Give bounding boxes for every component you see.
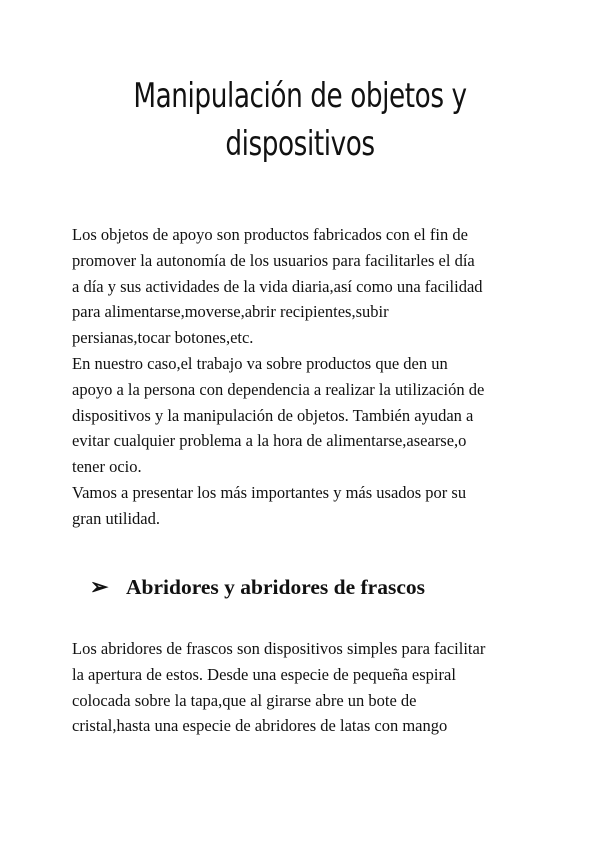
text-line: cristal,hasta una especie de abridores de latas con mango <box>72 716 448 736</box>
page-title <box>94 72 507 168</box>
page-title-line-1: Manipulación de objetos y <box>133 76 467 116</box>
text-line: persianas,tocar botones,etc. <box>72 328 254 348</box>
intro-paragraphs <box>72 222 542 532</box>
section-heading <box>90 572 560 602</box>
text-line: gran utilidad. <box>72 508 160 528</box>
text-line: colocada sobre la tapa,que al girarse abre un bote de <box>72 690 417 710</box>
text-line: apoyo a la persona con dependencia a realizar la utilización de <box>72 379 485 399</box>
text-line: Los abridores de frascos son dispositivos simples para facilitar <box>72 639 486 658</box>
text-line: Vamos a presentar los más importantes y más usados por su <box>72 482 467 502</box>
text-line: la apertura de estos. Desde una especie de pequeña espiral <box>72 664 456 684</box>
text-line: dispositivos y la manipulación de objetos. También ayudan a <box>72 405 474 425</box>
text-line: Los objetos de apoyo son productos fabricados con el fin de <box>72 225 468 244</box>
text-line: tener ocio. <box>72 457 142 477</box>
text-line: para alimentarse,moverse,abrir recipientes,subir <box>72 302 389 322</box>
text-line: a día y sus actividades de la vida diaria,así como una facilidad <box>72 276 483 296</box>
text-line: promover la autonomía de los usuarios para facilitarles el día <box>72 250 475 270</box>
section-paragraph <box>72 636 542 739</box>
arrowhead-bullet-icon: ➢ <box>90 574 109 599</box>
section-heading-text: Abridores y abridores de frascos <box>126 575 425 599</box>
text-line: evitar cualquier problema a la hora de alimentarse,asearse,o <box>72 431 467 451</box>
text-line: En nuestro caso,el trabajo va sobre productos que den un <box>72 353 448 373</box>
page-title-line-2: dispositivos <box>225 124 375 164</box>
